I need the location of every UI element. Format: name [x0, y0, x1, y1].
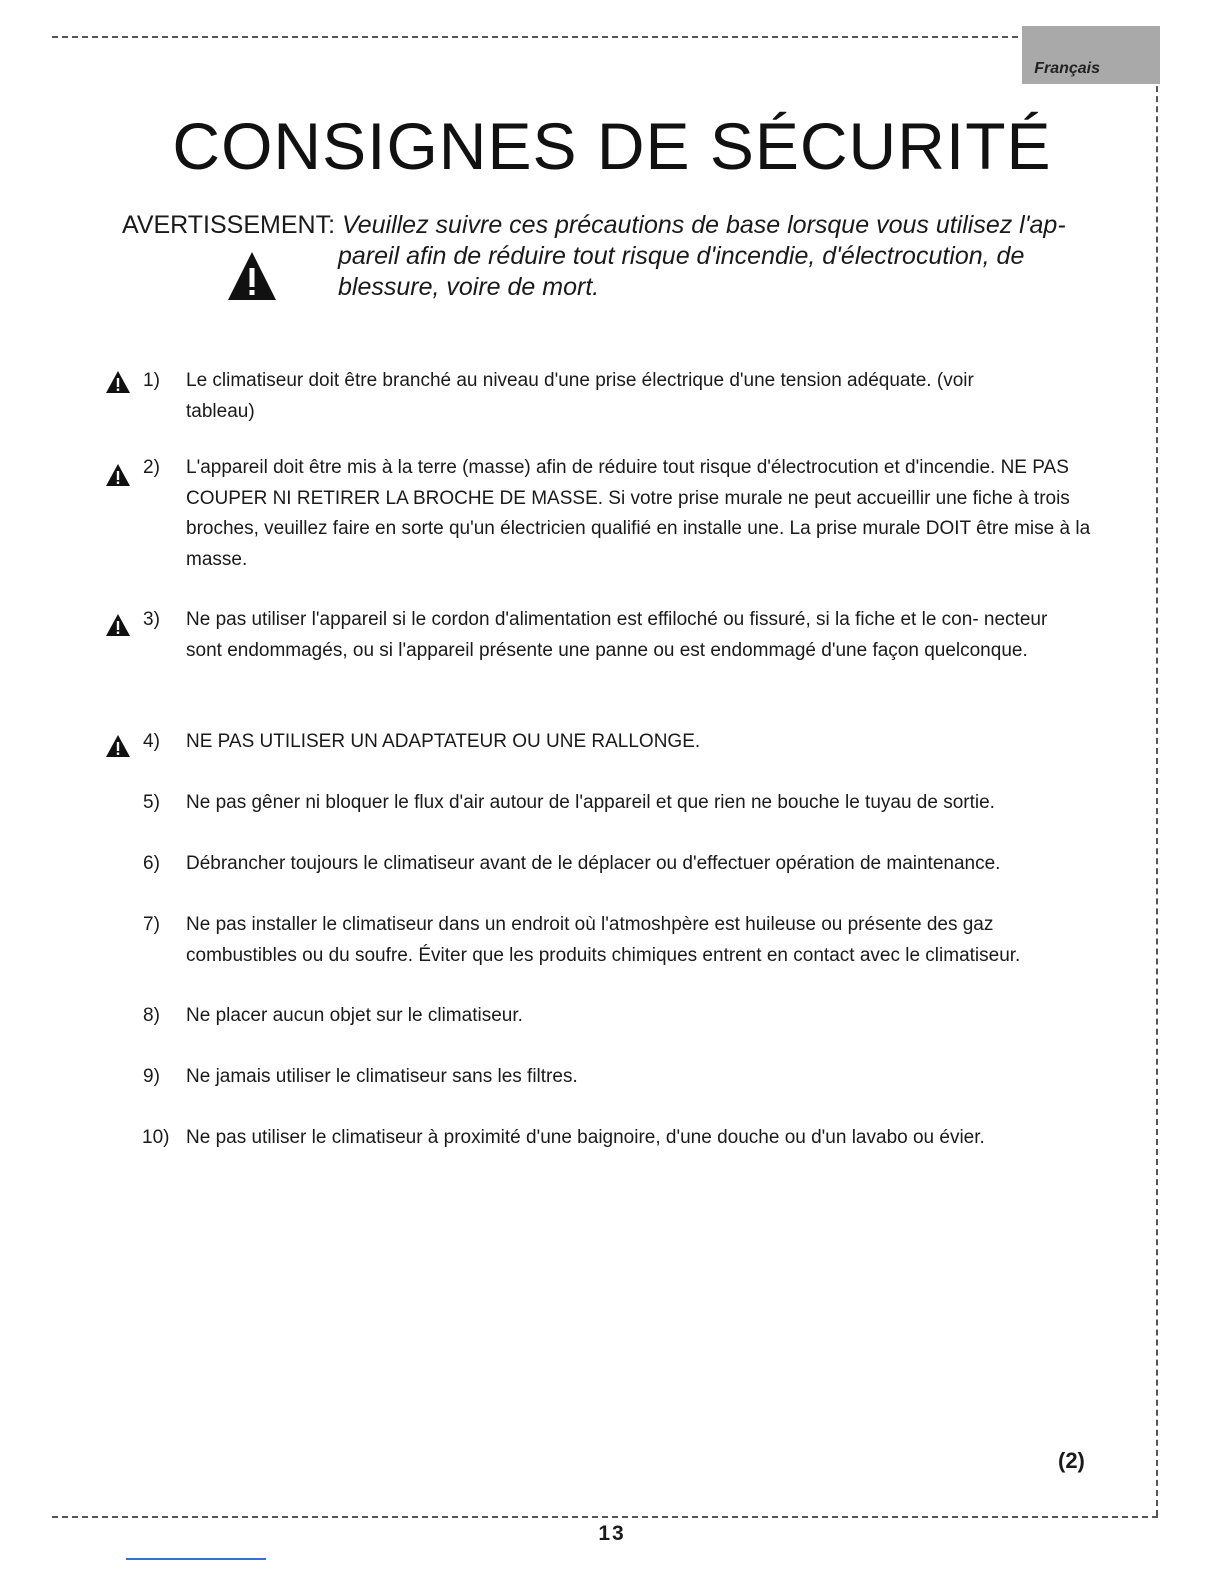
bottom-dashed-border	[52, 1516, 1158, 1518]
footer-link-underline	[126, 1558, 266, 1560]
item-number: 5)	[143, 792, 160, 813]
warning-triangle-icon	[105, 370, 131, 394]
warning-triangle-icon	[105, 734, 131, 758]
warning-triangle-icon	[105, 463, 131, 487]
page-number: 13	[598, 1522, 626, 1545]
top-dashed-border	[52, 36, 1158, 38]
right-dashed-border	[1156, 36, 1158, 1516]
item-number: 6)	[143, 853, 160, 874]
warning-triangle-icon	[226, 250, 278, 302]
item-number: 3)	[143, 609, 160, 630]
item-text: Le climatiseur doit être branché au niveau d'une prise électrique d'une tension adéquate. (voir tableau)	[186, 370, 974, 422]
warning-text-continued: pareil afin de réduire tout risque d'incendie, d'électrocution, de blessure, voire de mort.	[338, 242, 1025, 301]
language-tab-label: Français	[1034, 60, 1100, 77]
item-text: Ne pas utiliser le climatiseur à proximité d'une baignoire, d'une douche ou d'un lavabo ou évier.	[186, 1127, 985, 1148]
page-title: CONSIGNES DE SÉCURITÉ	[172, 109, 1052, 183]
warning-intro	[122, 210, 1082, 241]
item-text: Débrancher toujours le climatiseur avant de le déplacer ou d'effectuer opération de maintenance.	[186, 853, 1001, 874]
item-text: Ne placer aucun objet sur le climatiseur.	[186, 1005, 523, 1026]
item-number: 1)	[143, 370, 160, 391]
warning-triangle-icon	[105, 613, 131, 637]
item-text: NE PAS UTILISER UN ADAPTATEUR OU UNE RALLONGE.	[186, 731, 701, 752]
item-text: Ne pas gêner ni bloquer le flux d'air autour de l'appareil et que rien ne bouche le tuyau de sortie.	[186, 792, 995, 813]
warning-text-line1: Veuillez suivre ces précautions de base lorsque vous utilisez l'ap-	[341, 211, 1066, 239]
item-number: 10)	[142, 1127, 170, 1148]
item-text: Ne pas installer le climatiseur dans un endroit où l'atmoshpère est huileuse ou présente des gaz combustibles ou du soufre. Éviter que les produits chimiques entrent en contact avec le climatiseur.	[186, 914, 1021, 966]
language-tab	[1022, 26, 1160, 84]
item-number: 9)	[143, 1066, 160, 1087]
item-number: 4)	[143, 731, 160, 752]
item-text: L'appareil doit être mis à la terre (masse) afin de réduire tout risque d'électrocution et d'incendie. NE PAS COUPER NI RETIRER LA BROCHE DE MASSE. Si votre prise murale ne peut accueillir une fiche à trois broches, veuillez faire en sorte qu'un électricien qualifié en installe une. La prise murale DOIT être mise à la masse.	[186, 457, 1091, 570]
item-number: 8)	[143, 1005, 160, 1026]
item-number: 7)	[143, 914, 160, 935]
section-number: (2)	[1058, 1448, 1085, 1473]
item-text: Ne pas utiliser l'appareil si le cordon d'alimentation est effiloché ou fissuré, si la fiche et le con- necteur sont endommagés, ou si l'appareil présente une panne ou est endommagé d'une façon quelconque.	[186, 609, 1048, 661]
item-text: Ne jamais utiliser le climatiseur sans les filtres.	[186, 1066, 578, 1087]
warning-label: AVERTISSEMENT:	[122, 211, 336, 239]
item-number: 2)	[143, 457, 160, 478]
